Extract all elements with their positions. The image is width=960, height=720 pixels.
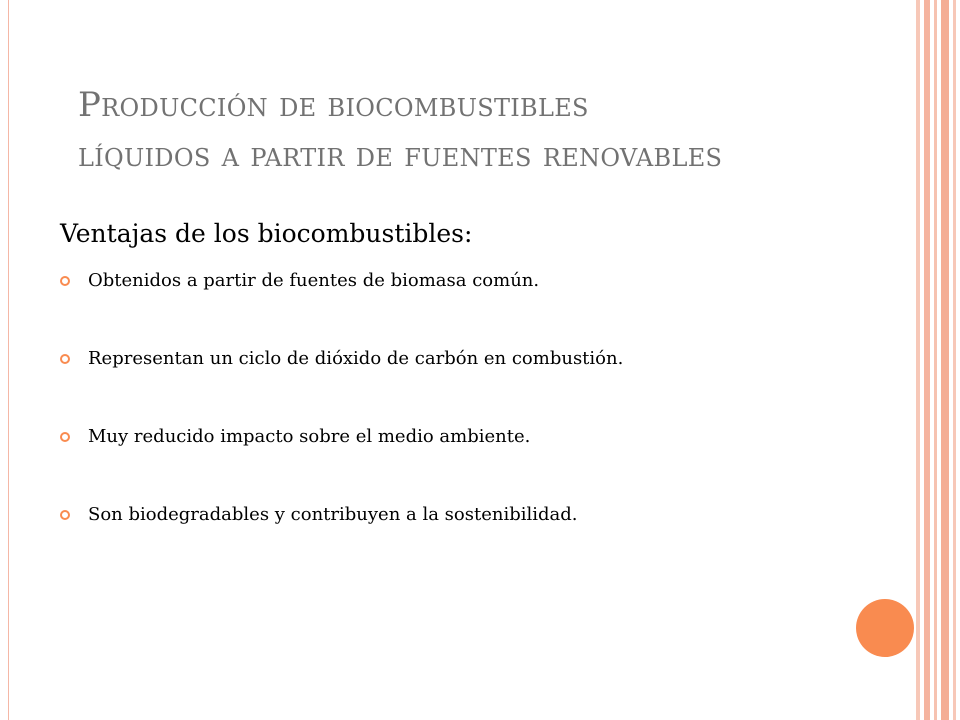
bullet-item	[60, 268, 860, 346]
decorative-band	[941, 0, 949, 720]
bullet-text: Muy reducido impacto sobre el medio ambiente.	[88, 426, 531, 447]
bullet-item	[60, 502, 860, 580]
bullet-text: Son biodegradables y contribuyen a la sostenibilidad.	[88, 504, 578, 525]
bullet-text: Obtenidos a partir de fuentes de biomasa común.	[88, 270, 540, 291]
bullet-text: Representan un ciclo de dióxido de carbón en combustión.	[88, 348, 624, 369]
decorative-band	[916, 0, 920, 720]
slide-title-line-2: líquidos a partir de fuentes renovables	[78, 135, 723, 175]
slide-subheading: Ventajas de los biocombustibles:	[60, 219, 473, 248]
bullet-circle-icon	[60, 510, 70, 520]
decorative-band	[953, 0, 956, 720]
bullet-circle-icon	[60, 432, 70, 442]
bullet-item	[60, 346, 860, 424]
decorative-side-bands	[916, 0, 960, 720]
orange-circle-decoration	[856, 599, 914, 657]
bullet-item	[60, 424, 860, 502]
slide-content	[60, 216, 860, 580]
slide-title	[78, 80, 898, 180]
slide-title-line-1: Producción de biocombustibles	[78, 85, 589, 125]
decorative-band	[934, 0, 937, 720]
bullet-circle-icon	[60, 354, 70, 364]
bullet-list	[60, 268, 860, 580]
left-frame-line	[8, 0, 9, 720]
decorative-band	[924, 0, 930, 720]
bullet-circle-icon	[60, 276, 70, 286]
